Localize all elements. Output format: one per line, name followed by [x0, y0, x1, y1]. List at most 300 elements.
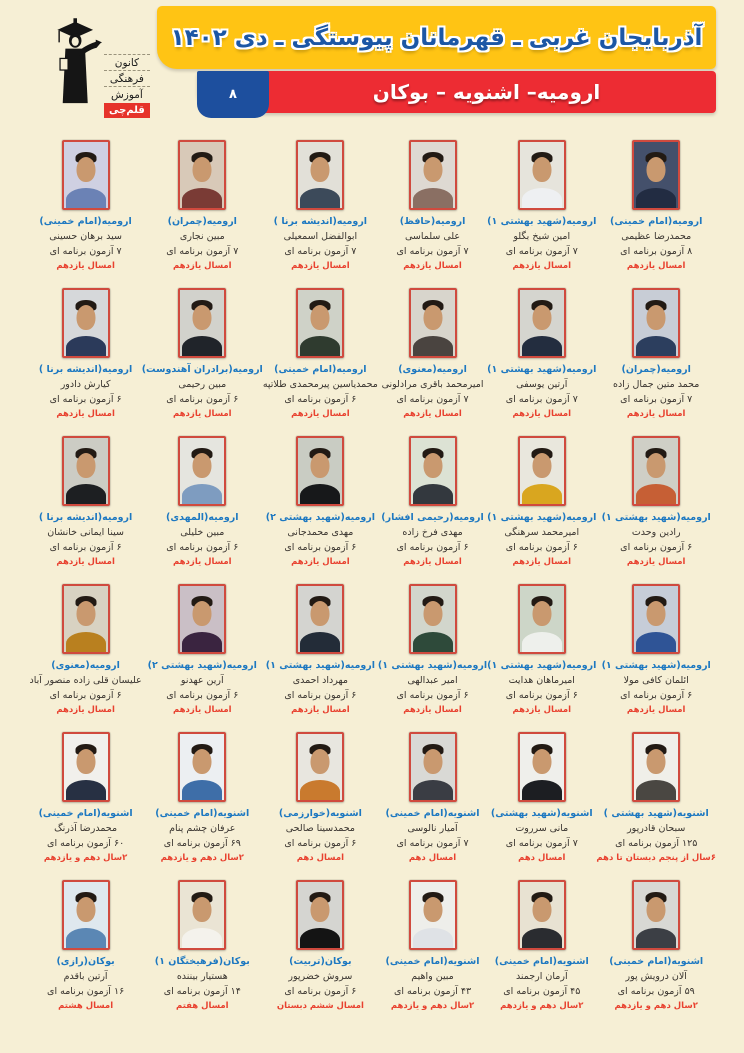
avatar-shoulders-icon [522, 484, 562, 506]
student-card [596, 724, 716, 872]
avatar-head-icon [647, 749, 666, 774]
student-tests-count: ۷ آزمون برنامه ای [505, 246, 578, 257]
student-school: ارومیه(چمران) [167, 216, 237, 227]
student-name: آرتین یوسفی [516, 379, 568, 390]
student-name: مبین نجاری [179, 231, 225, 242]
student-grade: امسال یازدهم [512, 557, 572, 567]
avatar-shoulders-icon [182, 780, 222, 802]
student-school: ارومیه(معنوی) [51, 660, 120, 671]
student-grade: امسال یازدهم [403, 705, 462, 715]
avatar-head-icon [311, 453, 330, 478]
student-tests-count: ۵۹ آزمون برنامه ای [617, 986, 695, 997]
avatar-head-icon [532, 157, 551, 182]
page-number: ۸ [229, 87, 237, 102]
student-school: ارومیه(اندیشه برنا ) [38, 512, 133, 523]
student-photo [296, 436, 344, 506]
student-tests-count: ۷ آزمون برنامه ای [396, 838, 469, 849]
student-tests-count: ۶ آزمون برنامه ای [284, 690, 357, 701]
student-photo [518, 288, 566, 358]
student-tests-count: ۴۳ آزمون برنامه ای [393, 986, 472, 997]
student-photo [632, 880, 680, 950]
student-grade: امسال یازدهم [173, 261, 232, 271]
student-school: ارومیه(شهید بهشتی ۲) [147, 660, 257, 671]
student-card [142, 724, 263, 872]
student-name: عرفان چشم پنام [169, 823, 236, 834]
avatar-shoulders-icon [300, 188, 340, 210]
student-grade: امسال یازدهم [56, 261, 115, 271]
student-school: اشنویه(امام خمینی) [609, 956, 704, 967]
student-name: کیارش دادور [60, 379, 111, 390]
student-card [142, 872, 263, 1020]
student-school: بوکان(تربیت) [289, 956, 352, 967]
avatar-head-icon [647, 305, 666, 330]
student-photo [518, 584, 566, 654]
student-grade: امسال یازدهم [626, 705, 686, 715]
student-name: امیر عبدالهی [407, 675, 458, 686]
student-name: علی سلماسی [404, 231, 461, 242]
student-school: ارومیه(شهید بهشتی ۱) [377, 660, 488, 671]
avatar-shoulders-icon [522, 780, 562, 802]
avatar-shoulders-icon [636, 188, 676, 210]
avatar-head-icon [193, 453, 212, 478]
student-name: مانی سرروت [515, 823, 569, 834]
student-tests-count: ۷ آزمون برنامه ای [396, 394, 469, 405]
student-grade: ۲سال دهم و یازدهم [390, 1001, 475, 1011]
students-grid [29, 132, 716, 1020]
student-grade: امسال یازدهم [291, 409, 350, 419]
avatar-shoulders-icon [413, 336, 453, 358]
student-school: ارومیه(شهید بهشتی ۱) [487, 660, 597, 671]
student-photo [296, 732, 344, 802]
avatar-shoulders-icon [636, 484, 676, 506]
avatar-shoulders-icon [413, 188, 453, 210]
student-photo [62, 584, 110, 654]
student-tests-count: ۶ آزمون برنامه ای [505, 542, 578, 553]
avatar-shoulders-icon [66, 484, 106, 506]
student-grade: امسال یازدهم [173, 557, 232, 567]
student-photo [296, 140, 344, 210]
student-school: ارومیه(اندیشه برنا ) [38, 364, 133, 375]
student-name: امین شیخ بگلو [513, 231, 571, 242]
student-name: علیسان قلی زاده منصور آباد [29, 675, 142, 686]
student-card [378, 280, 487, 428]
avatar-shoulders-icon [300, 336, 340, 358]
student-photo [178, 436, 226, 506]
student-school: اشنویه(امام خمینی) [494, 956, 589, 967]
student-school: اشنویه(امام خمینی) [385, 956, 480, 967]
student-school: ارومیه(شهید بهشتی ۱) [601, 660, 711, 671]
student-grade: امسال یازدهم [291, 557, 350, 567]
student-name: ائلمان کافی مولا [623, 675, 689, 686]
student-name: مبین خلیلی [180, 527, 225, 538]
student-photo [62, 732, 110, 802]
student-grade: امسال یازدهم [512, 261, 572, 271]
student-tests-count: ۴۵ آزمون برنامه ای [503, 986, 581, 997]
student-tests-count: ۶ آزمون برنامه ای [620, 542, 693, 553]
student-photo [409, 584, 457, 654]
student-card [29, 576, 141, 724]
student-photo [296, 288, 344, 358]
avatar-head-icon [647, 157, 666, 182]
student-photo [632, 584, 680, 654]
logo-word-amoozesh: آموزش [104, 86, 150, 102]
student-card [263, 428, 378, 576]
student-name: امیرمحمد سرهنگی [504, 527, 580, 538]
avatar-head-icon [647, 453, 666, 478]
student-photo [178, 880, 226, 950]
student-school: ارومیه(رحیمی افشار) [381, 512, 484, 523]
student-school: بوکان(رازی) [56, 956, 115, 967]
avatar-head-icon [193, 157, 212, 182]
student-card [487, 872, 596, 1020]
student-name: مبین واهیم [411, 971, 454, 982]
student-school: اشنویه(امام خمینی) [385, 808, 480, 819]
student-name: محمدیاسین پیرمحمدی طلاتپه [262, 379, 378, 390]
student-tests-count: ۶ آزمون برنامه ای [284, 394, 357, 405]
student-card [263, 280, 378, 428]
kanoon-logo [52, 8, 158, 120]
avatar-shoulders-icon [182, 484, 222, 506]
avatar-shoulders-icon [182, 632, 222, 654]
student-name: آمیار نالوسی [407, 823, 458, 834]
avatar-shoulders-icon [300, 780, 340, 802]
student-school: ارومیه(حافظ) [399, 216, 466, 227]
student-tests-count: ۶ آزمون برنامه ای [396, 690, 469, 701]
student-school: ارومیه(شهید بهشتی ۱) [601, 512, 711, 523]
student-name: امیرمحمد باقری مرادلونی [381, 379, 484, 390]
avatar-head-icon [311, 897, 330, 922]
student-card [378, 428, 487, 576]
student-tests-count: ۱۲۵ آزمون برنامه ای [615, 838, 698, 849]
student-photo [518, 140, 566, 210]
student-grade: ۲سال دهم و یازدهم [43, 853, 128, 863]
student-card [29, 428, 141, 576]
student-card [263, 576, 378, 724]
avatar-shoulders-icon [636, 632, 676, 654]
avatar-shoulders-icon [66, 632, 106, 654]
student-card [378, 872, 487, 1020]
student-card [29, 724, 141, 872]
avatar-shoulders-icon [66, 188, 106, 210]
avatar-head-icon [311, 749, 330, 774]
avatar-head-icon [647, 897, 666, 922]
student-photo [632, 732, 680, 802]
avatar-shoulders-icon [522, 188, 562, 210]
avatar-head-icon [193, 749, 212, 774]
student-photo [62, 880, 110, 950]
student-tests-count: ۶ آزمون برنامه ای [396, 542, 469, 553]
avatar-head-icon [76, 305, 95, 330]
student-grade: امسال یازدهم [56, 557, 115, 567]
student-tests-count: ۶ آزمون برنامه ای [166, 542, 239, 553]
avatar-head-icon [76, 157, 95, 182]
student-grade: امسال دهم [518, 853, 566, 863]
avatar-head-icon [76, 749, 95, 774]
student-name: مهرداد احمدی [292, 675, 348, 686]
student-name: مهدی فرخ زاده [402, 527, 463, 538]
avatar-shoulders-icon [522, 632, 562, 654]
student-card [29, 872, 141, 1020]
student-tests-count: ۶ آزمون برنامه ای [49, 690, 122, 701]
student-name: محمدرضا عظیمی [621, 231, 692, 242]
student-card [142, 428, 263, 576]
student-name: رادین وحدت [631, 527, 681, 538]
student-photo [518, 436, 566, 506]
student-grade: امسال دهم [408, 853, 457, 863]
student-school: ارومیه(امام خمینی) [610, 216, 703, 227]
student-photo [409, 436, 457, 506]
avatar-head-icon [423, 601, 442, 626]
student-grade: امسال یازدهم [512, 409, 572, 419]
student-tests-count: ۶ آزمون برنامه ای [284, 542, 357, 553]
student-school: ارومیه(شهید بهشتی ۲) [265, 512, 375, 523]
student-name: هستیار بیننده [176, 971, 228, 982]
avatar-shoulders-icon [522, 336, 562, 358]
avatar-head-icon [647, 601, 666, 626]
student-grade: ۲سال دهم و یازدهم [614, 1001, 698, 1011]
avatar-head-icon [311, 305, 330, 330]
avatar-head-icon [193, 897, 212, 922]
student-photo [178, 732, 226, 802]
avatar-shoulders-icon [300, 928, 340, 950]
avatar-head-icon [423, 305, 442, 330]
student-photo [632, 436, 680, 506]
student-grade: امسال یازدهم [626, 409, 686, 419]
student-card [487, 428, 596, 576]
student-photo [178, 140, 226, 210]
student-tests-count: ۶ آزمون برنامه ای [166, 394, 239, 405]
student-photo [632, 140, 680, 210]
student-tests-count: ۷ آزمون برنامه ای [396, 246, 469, 257]
student-photo [178, 584, 226, 654]
student-photo [178, 288, 226, 358]
student-school: ارومیه(امام خمینی) [274, 364, 367, 375]
student-grade: امسال یازدهم [626, 261, 686, 271]
avatar-head-icon [532, 305, 551, 330]
student-card [487, 724, 596, 872]
student-grade: امسال یازدهم [291, 261, 350, 271]
student-photo [409, 880, 457, 950]
student-name: آلان درویش پور [625, 971, 687, 982]
avatar-shoulders-icon [413, 632, 453, 654]
avatar-head-icon [423, 453, 442, 478]
student-school: ارومیه(برادران آهندوست) [141, 364, 263, 375]
student-card [142, 576, 263, 724]
student-photo [409, 288, 457, 358]
avatar-head-icon [76, 897, 95, 922]
student-card [596, 872, 716, 1020]
logo-word-kanoon: کانون [104, 54, 150, 70]
avatar-shoulders-icon [182, 336, 222, 358]
student-name: محمد متین جمال زاده [612, 379, 700, 390]
student-photo [296, 584, 344, 654]
avatar-shoulders-icon [413, 484, 453, 506]
student-tests-count: ۶۹ آزمون برنامه ای [163, 838, 241, 849]
student-tests-count: ۷ آزمون برنامه ای [505, 394, 578, 405]
student-tests-count: ۷ آزمون برنامه ای [284, 246, 357, 257]
graduate-figure-icon [52, 8, 102, 116]
student-grade: امسال یازدهم [626, 557, 686, 567]
avatar-shoulders-icon [66, 336, 106, 358]
avatar-shoulders-icon [413, 780, 453, 802]
logo-brand-ghalamchi: قلم‌چی [104, 103, 150, 118]
student-name: سروش خضرپور [288, 971, 353, 982]
avatar-head-icon [193, 601, 212, 626]
student-school: بوکان(فرهیختگان ۱) [154, 956, 250, 967]
avatar-shoulders-icon [636, 780, 676, 802]
student-photo [632, 288, 680, 358]
avatar-shoulders-icon [522, 928, 562, 950]
logo-word-farhangi: فرهنگی [104, 70, 150, 86]
avatar-head-icon [311, 601, 330, 626]
student-card [29, 132, 141, 280]
avatar-shoulders-icon [300, 484, 340, 506]
student-photo [62, 436, 110, 506]
student-name: سینا ایمانی خانشان [47, 527, 124, 538]
student-card [29, 280, 141, 428]
student-tests-count: ۱۶ آزمون برنامه ای [47, 986, 125, 997]
student-photo [62, 140, 110, 210]
avatar-head-icon [193, 305, 212, 330]
avatar-head-icon [76, 601, 95, 626]
student-photo [409, 140, 457, 210]
student-photo [518, 880, 566, 950]
student-name: ابوالفضل اسمعیلی [283, 231, 358, 242]
student-tests-count: ۷ آزمون برنامه ای [49, 246, 122, 257]
student-name: آرمان ارجمند [515, 971, 568, 982]
student-school: ارومیه(اندیشه برنا ) [273, 216, 368, 227]
student-grade: امسال یازدهم [291, 705, 350, 715]
student-card [142, 132, 263, 280]
avatar-shoulders-icon [413, 928, 453, 950]
avatar-head-icon [311, 157, 330, 182]
avatar-head-icon [532, 749, 551, 774]
student-school: ارومیه(معنوی) [398, 364, 467, 375]
avatar-shoulders-icon [182, 928, 222, 950]
avatar-head-icon [532, 601, 551, 626]
student-card [142, 280, 263, 428]
avatar-head-icon [532, 453, 551, 478]
student-tests-count: ۶ آزمون برنامه ای [284, 838, 357, 849]
student-name: سبحان قادرپور [627, 823, 686, 834]
student-school: ارومیه(المهدی) [166, 512, 239, 523]
avatar-head-icon [532, 897, 551, 922]
student-grade: امسال هشتم [58, 1001, 114, 1011]
cities-header-bar [197, 71, 716, 113]
student-grade: ۲سال دهم و یازدهم [500, 1001, 584, 1011]
student-tests-count: ۶۰ آزمون برنامه ای [47, 838, 125, 849]
student-card [378, 132, 487, 280]
student-school: اشنویه(امام خمینی) [155, 808, 250, 819]
student-tests-count: ۶ آزمون برنامه ای [49, 542, 122, 553]
student-name: مبین رحیمی [178, 379, 227, 390]
student-grade: امسال دهم [296, 853, 344, 863]
student-name: محمدسینا صالحی [285, 823, 355, 834]
student-school: اشنویه(خوارزمی) [278, 808, 362, 819]
student-photo [409, 732, 457, 802]
avatar-head-icon [76, 453, 95, 478]
student-name: آرین عهدنو [180, 675, 224, 686]
province-header-bar [157, 6, 716, 69]
avatar-shoulders-icon [66, 928, 106, 950]
student-grade: امسال هفتم [176, 1001, 229, 1011]
student-school: ارومیه(چمران) [621, 364, 691, 375]
student-tests-count: ۸ آزمون برنامه ای [620, 246, 693, 257]
student-name: مهدی محمدجانی [287, 527, 354, 538]
student-school: اشنویه(امام خمینی) [38, 808, 133, 819]
student-photo [518, 732, 566, 802]
student-tests-count: ۷ آزمون برنامه ای [166, 246, 239, 257]
student-name: امیرماهان هدایت [508, 675, 575, 686]
student-grade: ۲سال دهم و یازدهم [160, 853, 244, 863]
student-name: آرتین باقدم [63, 971, 108, 982]
student-school: اشنویه(شهید بهشتی ) [603, 808, 709, 819]
student-card [596, 428, 716, 576]
avatar-head-icon [423, 157, 442, 182]
student-school: ارومیه(شهید بهشتی ۱) [487, 216, 597, 227]
student-school: ارومیه(شهید بهشتی ۱) [487, 364, 597, 375]
student-grade: امسال یازدهم [403, 261, 462, 271]
avatar-head-icon [423, 749, 442, 774]
student-grade: امسال یازدهم [403, 409, 462, 419]
student-card [487, 132, 596, 280]
student-grade: امسال یازدهم [173, 705, 232, 715]
student-photo [62, 288, 110, 358]
student-card [596, 132, 716, 280]
page-number-badge [197, 71, 269, 118]
student-tests-count: ۷ آزمون برنامه ای [620, 394, 693, 405]
student-grade: امسال یازدهم [512, 705, 572, 715]
student-card [263, 724, 378, 872]
avatar-shoulders-icon [636, 336, 676, 358]
student-card [378, 576, 487, 724]
student-tests-count: ۶ آزمون برنامه ای [284, 986, 357, 997]
student-name: سید برهان حسینی [49, 231, 122, 242]
student-tests-count: ۶ آزمون برنامه ای [505, 690, 578, 701]
student-grade: امسال یازدهم [56, 705, 115, 715]
student-card [263, 132, 378, 280]
student-grade: ۶سال از پنجم دبستان تا دهم [596, 853, 716, 863]
student-tests-count: ۶ آزمون برنامه ای [620, 690, 693, 701]
avatar-shoulders-icon [636, 928, 676, 950]
avatar-head-icon [423, 897, 442, 922]
student-school: اشنویه(شهید بهشتی) [490, 808, 593, 819]
student-name: محمدرضا آذرنگ [54, 823, 118, 834]
avatar-shoulders-icon [182, 188, 222, 210]
student-school: ارومیه(شهید بهشتی ۱) [487, 512, 597, 523]
student-tests-count: ۶ آزمون برنامه ای [166, 690, 239, 701]
student-school: ارومیه(امام خمینی) [39, 216, 132, 227]
student-grade: امسال یازدهم [173, 409, 232, 419]
cities-title: ارومیه– اشنویه – بوکان [372, 80, 601, 104]
student-card [487, 576, 596, 724]
student-card [596, 576, 716, 724]
student-card [487, 280, 596, 428]
student-tests-count: ۷ آزمون برنامه ای [505, 838, 578, 849]
avatar-shoulders-icon [300, 632, 340, 654]
student-card [378, 724, 487, 872]
student-tests-count: ۶ آزمون برنامه ای [49, 394, 122, 405]
avatar-shoulders-icon [66, 780, 106, 802]
page-title: آذربایجان غربی ـ قهرمانان پیوستگی ـ دی ۱۴۰۲ [170, 24, 703, 51]
student-grade: امسال ششم دبستان [276, 1001, 364, 1011]
student-grade: امسال یازدهم [403, 557, 462, 567]
student-card [263, 872, 378, 1020]
student-grade: امسال یازدهم [56, 409, 115, 419]
student-card [596, 280, 716, 428]
student-photo [296, 880, 344, 950]
student-school: ارومیه(شهید بهشتی ۱) [265, 660, 375, 671]
